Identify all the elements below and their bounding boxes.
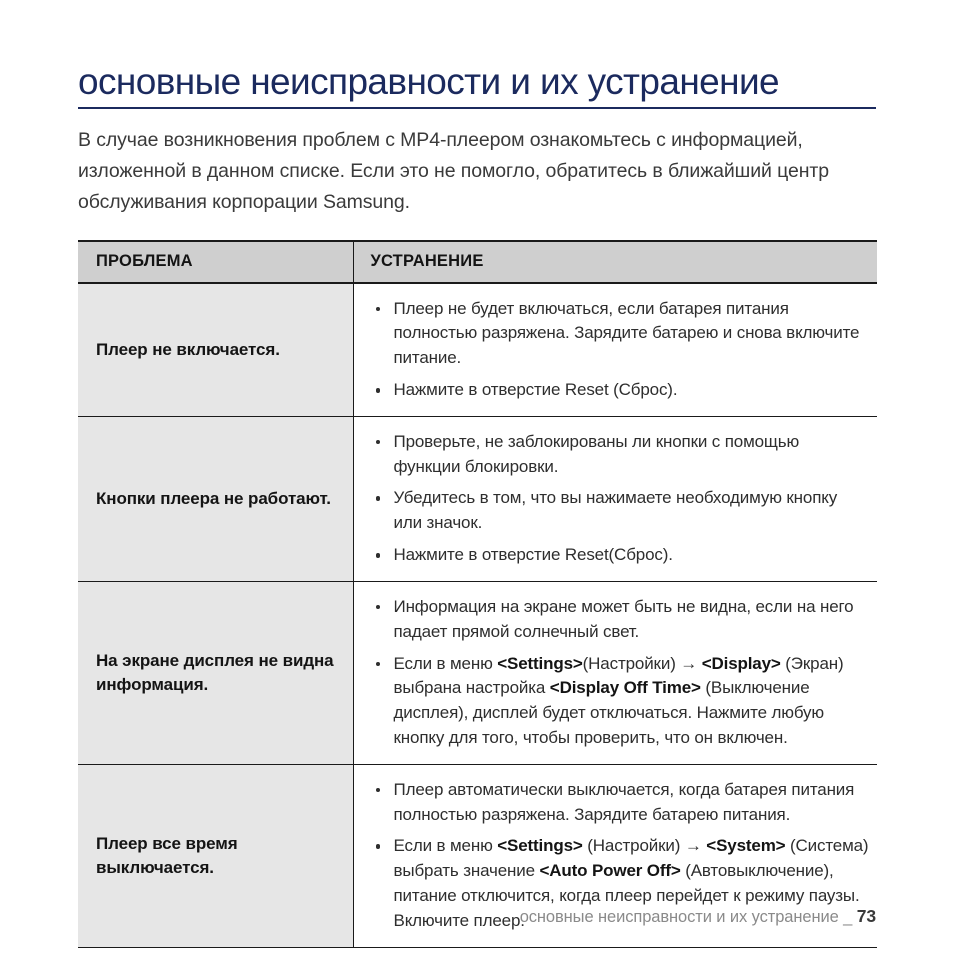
table-row — [78, 581, 877, 764]
table-header-row — [78, 241, 877, 283]
menu-path-token: <Settings> — [497, 836, 583, 856]
solution-bullet — [371, 378, 870, 403]
bullet-text: (Система) выбрать значение — [393, 836, 869, 881]
solution-cell — [353, 581, 877, 764]
table-header — [78, 241, 877, 283]
bullet-text: Если в меню — [393, 836, 498, 856]
bullet-text: Убедитесь в том, что вы нажимаете необходимую кнопку или значок. — [393, 488, 838, 533]
solution-bullet — [371, 543, 870, 568]
problem-cell: Кнопки плеера не работают. — [78, 416, 353, 581]
problem-cell: Плеер все время выключается. — [78, 764, 353, 947]
bullet-text: Если в меню — [393, 653, 498, 673]
page-number: 73 — [856, 906, 876, 926]
intro-paragraph: В случае возникновения проблем с MP4-плеером ознакомьтесь с информацией, изложенной в данном списке. Если это не помогло, обратитесь в ближайший центр обслуживания корпорации Samsung. — [78, 129, 829, 213]
table-body — [78, 283, 877, 948]
solution-bullet — [371, 595, 870, 645]
bullet-text: (Автовыключение), питание отключится, когда плеер перейдет к режиму паузы. Включите плеер. — [393, 861, 860, 930]
table-row — [78, 416, 877, 581]
column-header-solution: УСТРАНЕНИЕ — [353, 241, 877, 283]
column-header-problem: ПРОБЛЕМА — [78, 241, 353, 283]
arrow-icon: → — [684, 836, 702, 856]
solution-cell — [353, 416, 877, 581]
solution-cell — [353, 283, 877, 417]
page-title: основные неисправности и их устранение — [78, 0, 876, 109]
menu-path-token: <Display> — [701, 653, 781, 673]
bullet-text: Плеер автоматически выключается, когда батарея питания полностью разряжена. Зарядите батарею питания. — [393, 779, 855, 824]
problem-cell: Плеер не включается. — [78, 283, 353, 417]
page-footer — [520, 906, 876, 927]
solution-bullet — [371, 430, 870, 480]
solution-list — [371, 297, 870, 403]
solution-bullet — [371, 652, 870, 751]
bullet-text: (Настройки) — [582, 653, 681, 673]
bullet-text: Плеер не будет включаться, если батарея питания полностью разряжена. Зарядите батарею и снова включите питание. — [393, 298, 860, 368]
menu-path-token: <Display Off Time> — [549, 678, 701, 698]
troubleshooting-table-wrapper — [78, 240, 876, 948]
table-row — [78, 283, 877, 417]
bullet-text: Информация на экране может быть не видна, если на него падает прямой солнечный свет. — [393, 596, 854, 641]
menu-path-token: <Settings> — [497, 653, 583, 673]
solution-bullet — [371, 486, 870, 536]
arrow-icon: → — [680, 653, 698, 673]
solution-bullet — [371, 778, 870, 828]
bullet-text: (Настройки) — [582, 836, 685, 856]
troubleshooting-table — [78, 240, 877, 948]
bullet-text: (Экран) выбрана настройка — [393, 653, 844, 698]
footer-label: основные неисправности и их устранение _ — [519, 908, 853, 926]
solution-list — [371, 430, 870, 568]
bullet-text: Нажмите в отверстие Reset (Сброс). — [393, 380, 678, 400]
bullet-text: (Выключение дисплея), дисплей будет отключаться. Нажмите любую кнопку для того, чтобы проверить, что он включен. — [393, 678, 825, 747]
solution-bullet — [371, 297, 870, 371]
bullet-text: Проверьте, не заблокированы ли кнопки с помощью функции блокировки. — [393, 431, 800, 476]
solution-list — [371, 595, 870, 751]
bullet-text: Нажмите в отверстие Reset(Сброс). — [393, 545, 673, 565]
problem-cell: На экране дисплея не видна информация. — [78, 581, 353, 764]
menu-path-token: <System> — [706, 836, 786, 856]
menu-path-token: <Auto Power Off> — [539, 861, 681, 881]
